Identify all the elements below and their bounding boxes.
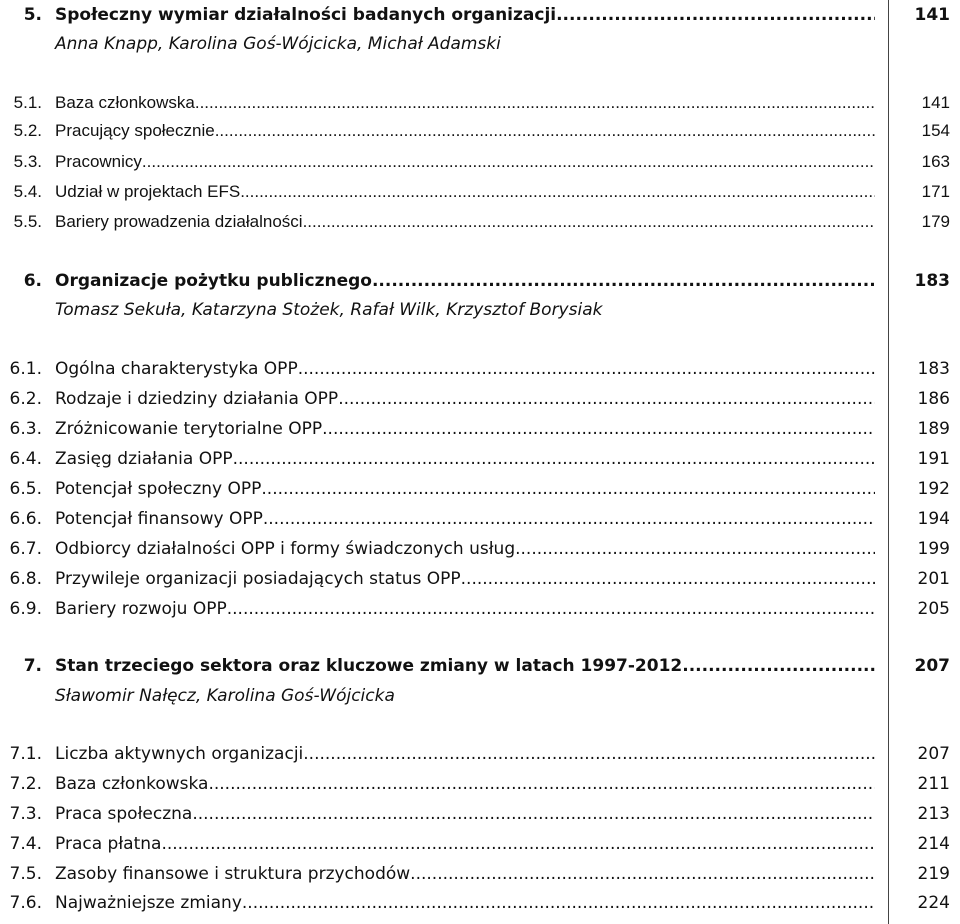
section-number: 5.1. — [13, 93, 42, 112]
chapter-authors: Tomasz Sekuła, Katarzyna Stożek, Rafał Wilk, Krzysztof Borysiak — [55, 300, 603, 320]
dot-leader — [410, 863, 875, 885]
section-title: Odbiorcy działalności OPP i formy świadczonych usług — [55, 539, 516, 559]
section-title: Baza członkowska — [55, 93, 195, 112]
dot-leader — [322, 418, 875, 440]
section-number: 6.7. — [9, 539, 42, 559]
section-number: 6.5. — [9, 479, 42, 499]
dot-leader — [215, 120, 875, 142]
dot-leader — [682, 655, 875, 677]
section-number: 5.2. — [13, 121, 42, 140]
dot-leader — [227, 598, 875, 620]
section-number: 6.2. — [9, 389, 42, 409]
section-number: 6.1. — [9, 359, 42, 379]
section-number: 5.3. — [13, 152, 42, 171]
dot-leader — [298, 358, 875, 380]
section-title: Praca społeczna — [55, 804, 193, 824]
section-title: Pracownicy — [55, 152, 142, 171]
section-number: 7.6. — [9, 893, 42, 913]
section-page: 219 — [917, 864, 950, 884]
section-page: 171 — [921, 182, 950, 201]
section-title: Potencjał finansowy OPP — [55, 509, 263, 529]
dot-leader — [303, 743, 875, 765]
section-page: 213 — [917, 804, 950, 824]
section-page: 154 — [921, 121, 950, 140]
dot-leader — [303, 211, 875, 233]
section-number: 7.5. — [9, 864, 42, 884]
section-page: 163 — [921, 152, 950, 171]
section-title: Pracujący społecznie — [55, 121, 215, 140]
section-number: 6.4. — [9, 449, 42, 469]
section-page: 207 — [917, 744, 950, 764]
chapter-page: 207 — [914, 656, 950, 676]
section-title: Zasoby finansowe i struktura przychodów — [55, 864, 411, 884]
section-number: 7.2. — [9, 774, 42, 794]
section-number: 5.5. — [13, 212, 42, 231]
section-page: 205 — [917, 599, 950, 619]
dot-leader — [195, 92, 875, 114]
section-page: 201 — [917, 569, 950, 589]
dot-leader — [192, 803, 875, 825]
dot-leader — [338, 388, 875, 410]
section-number: 6.9. — [9, 599, 42, 619]
section-page: 211 — [917, 774, 950, 794]
chapter-title: Stan trzeciego sektora oraz kluczowe zmiany w latach 1997-2012 — [55, 656, 683, 676]
dot-leader — [515, 538, 875, 560]
section-title: Udział w projektach EFS — [55, 182, 241, 201]
section-title: Bariery rozwoju OPP — [55, 599, 227, 619]
chapter-number: 6. — [23, 271, 42, 291]
section-number: 6.3. — [9, 419, 42, 439]
dot-leader — [233, 448, 875, 470]
section-page: 183 — [917, 359, 950, 379]
section-title: Praca płatna — [55, 834, 162, 854]
dot-leader — [161, 833, 875, 855]
section-page: 189 — [917, 419, 950, 439]
section-title: Zasięg działania OPP — [55, 449, 233, 469]
section-page: 199 — [917, 539, 950, 559]
section-title: Bariery prowadzenia działalności — [55, 212, 303, 231]
section-title: Przywileje organizacji posiadających status OPP — [55, 569, 461, 589]
section-page: 194 — [917, 509, 950, 529]
section-page: 191 — [917, 449, 950, 469]
section-number: 6.6. — [9, 509, 42, 529]
dot-leader — [208, 773, 875, 795]
dot-leader — [261, 478, 875, 500]
section-number: 5.4. — [13, 182, 42, 201]
section-title: Liczba aktywnych organizacji — [55, 744, 304, 764]
dot-leader — [556, 4, 875, 26]
section-page: 214 — [917, 834, 950, 854]
column-divider — [888, 0, 889, 924]
chapter-title: Organizacje pożytku publicznego — [55, 271, 372, 291]
section-number: 7.3. — [9, 804, 42, 824]
dot-leader — [372, 270, 875, 292]
chapter-authors: Sławomir Nałęcz, Karolina Goś-Wójcicka — [55, 686, 395, 706]
section-number: 7.1. — [9, 744, 42, 764]
chapter-title: Społeczny wymiar działalności badanych organizacji — [55, 5, 557, 25]
section-title: Zróżnicowanie terytorialne OPP — [55, 419, 323, 439]
section-title: Baza członkowska — [55, 774, 209, 794]
chapter-page: 183 — [914, 271, 950, 291]
dot-leader — [242, 892, 875, 914]
section-number: 7.4. — [9, 834, 42, 854]
section-title: Ogólna charakterystyka OPP — [55, 359, 298, 379]
chapter-number: 7. — [23, 656, 42, 676]
section-page: 179 — [921, 212, 950, 231]
dot-leader — [461, 568, 875, 590]
chapter-authors: Anna Knapp, Karolina Goś-Wójcicka, Michał Adamski — [55, 34, 501, 54]
dot-leader — [240, 181, 875, 203]
section-title: Rodzaje i dziedziny działania OPP — [55, 389, 339, 409]
section-page: 192 — [917, 479, 950, 499]
section-page: 224 — [917, 893, 950, 913]
dot-leader — [263, 508, 875, 530]
section-number: 6.8. — [9, 569, 42, 589]
dot-leader — [142, 151, 875, 173]
section-title: Najważniejsze zmiany — [55, 893, 242, 913]
chapter-number: 5. — [23, 5, 42, 25]
section-page: 186 — [917, 389, 950, 409]
chapter-page: 141 — [914, 5, 950, 25]
section-title: Potencjał społeczny OPP — [55, 479, 262, 499]
section-page: 141 — [921, 93, 950, 112]
